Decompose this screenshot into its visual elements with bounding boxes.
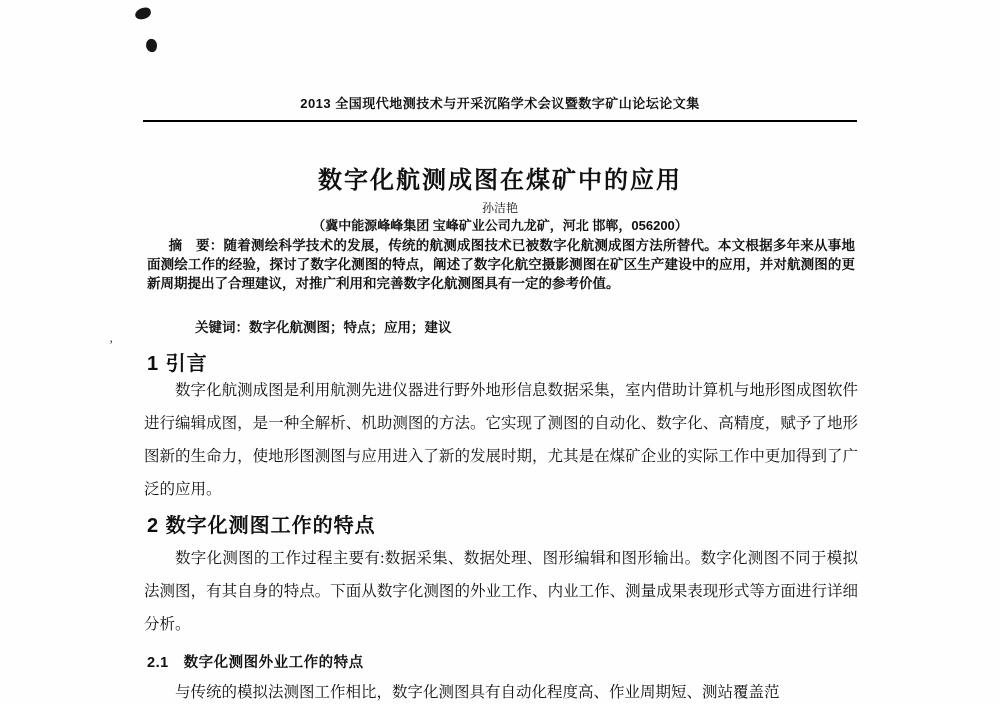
scan-artifact-mark: ’ xyxy=(109,337,114,352)
keywords-label: 关键词： xyxy=(195,320,249,335)
paper-title: 数字化航测成图在煤矿中的应用 xyxy=(318,167,682,194)
section-2-1-heading: 2.1 数字化测图外业工作的特点 xyxy=(147,655,364,671)
abstract xyxy=(147,236,855,293)
author-affiliation: （冀中能源峰峰集团 宝峰矿业公司九龙矿，河北 邯郸，056200） xyxy=(312,218,688,233)
keywords-text: 数字化航测图；特点；应用；建议 xyxy=(249,320,452,335)
section-2-heading: 2 数字化测图工作的特点 xyxy=(147,515,376,537)
section-1-paragraph: 数字化航测成图是利用航测先进仪器进行野外地形信息数据采集，室内借助计算机与地形图成图软件进行编辑成图，是一种全解析、机助测图的方法。它实现了测图的自动化、数字化、高精度，赋予了地形图新的生命力，使地形图测图与应用进入了新的发展时期，尤其是在煤矿企业的实际工作中更加得到了广泛的应用。 xyxy=(144,382,858,498)
author-name: 孙洁艳 xyxy=(481,201,518,215)
section-1-heading: 1 引言 xyxy=(147,353,208,375)
section-2-1-paragraph: 与传统的模拟法测图工作相比，数字化测图具有自动化程度高、作业周期短、测站覆盖范 xyxy=(175,684,780,701)
scan-artifact-blob-1 xyxy=(134,6,152,20)
section-2-paragraph: 数字化测图的工作过程主要有:数据采集、数据处理、图形编辑和图形输出。数字化测图不同于模拟法测图，有其自身的特点。下面从数字化测图的外业工作、内业工作、测量成果表现形式等方面进行详细分析。 xyxy=(144,550,858,633)
scan-artifact-blob-2 xyxy=(145,38,158,52)
header-rule xyxy=(143,120,857,122)
abstract-text: 随着测绘科学技术的发展，传统的航测成图技术已被数字化航测成图方法所替代。本文根据多年来从事地面测绘工作的经验，探讨了数字化测图的特点，阐述了数字化航空摄影测图在矿区生产建设中的应用，并对航测图的更新周期提出了合理建议，对推广利用和完善数字化航测图具有一定的参考价值。 xyxy=(147,238,856,291)
keywords xyxy=(147,316,855,336)
abstract-label: 摘 要： xyxy=(168,238,224,253)
conference-header: 2013 全国现代地测技术与开采沉陷学术会议暨数字矿山论坛论文集 xyxy=(300,96,700,111)
